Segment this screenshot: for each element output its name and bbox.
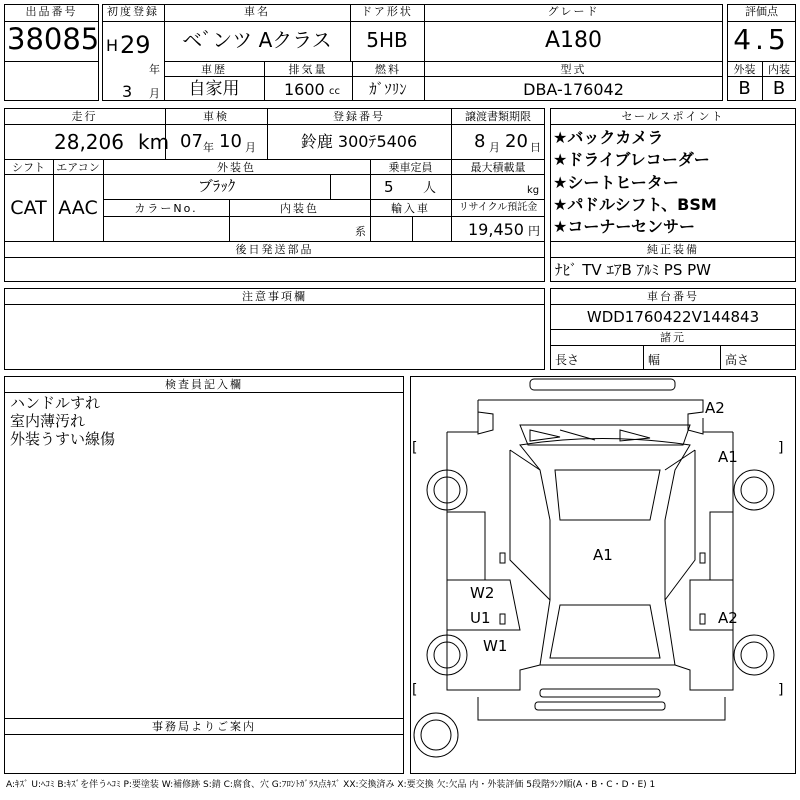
maxload-label: 最大積載量 bbox=[470, 161, 526, 174]
chassis-number: WDD1760422V144843 bbox=[586, 308, 760, 326]
capacity-unit: 人 bbox=[423, 181, 437, 196]
damage-mark: W1 bbox=[483, 637, 508, 655]
shift: CAT bbox=[10, 197, 47, 219]
month-unit: 月 bbox=[149, 87, 160, 100]
bracket: [ bbox=[412, 682, 418, 698]
damage-mark: A2 bbox=[705, 399, 725, 417]
inspector-note: 外装うすい線傷 bbox=[10, 430, 116, 448]
bracket: ] bbox=[778, 682, 784, 698]
door-type: 5HB bbox=[366, 28, 408, 52]
damage-mark: U1 bbox=[470, 609, 491, 627]
import-label: 輸入車 bbox=[391, 202, 430, 215]
damage-mark: W2 bbox=[470, 584, 495, 602]
grade: A180 bbox=[544, 28, 603, 53]
history-label: 車歴 bbox=[201, 63, 227, 76]
era: H bbox=[106, 36, 119, 55]
transfer-month: 8 bbox=[474, 131, 486, 152]
transfer-day: 20 bbox=[505, 131, 528, 152]
damage-mark: A1 bbox=[718, 448, 738, 466]
exterior-grade: B bbox=[738, 78, 751, 99]
sales-point: ★ドライブレコーダー bbox=[553, 150, 710, 169]
recycle-unit: 円 bbox=[528, 224, 541, 238]
capacity-label: 乗車定員 bbox=[388, 161, 433, 174]
dims-label: 諸元 bbox=[660, 331, 686, 344]
damage-mark: A2 bbox=[718, 609, 738, 627]
damage-mark: A1 bbox=[593, 546, 613, 564]
mileage: 28,206 bbox=[54, 130, 124, 154]
first-reg-label: 初度登録 bbox=[107, 5, 159, 18]
interior-color-unit: 系 bbox=[355, 225, 366, 238]
fuel-label: 燃料 bbox=[375, 63, 401, 76]
lot-label: 出品番号 bbox=[25, 5, 78, 18]
door-label: ドア形状 bbox=[361, 5, 413, 18]
ac: AAC bbox=[58, 197, 98, 219]
ac-label: エアコン bbox=[56, 161, 100, 174]
inspection-year-unit: 年 bbox=[203, 141, 214, 154]
sales-point: ★コーナーセンサー bbox=[553, 217, 696, 236]
notes-label: 注意事項欄 bbox=[242, 290, 307, 303]
displacement-unit: cc bbox=[329, 86, 340, 97]
year-unit: 年 bbox=[149, 63, 160, 76]
displacement: 1600 bbox=[284, 80, 325, 99]
inspection-year: 07 bbox=[180, 131, 203, 152]
equipment: ﾅﾋﾞ TV ｴｱB ｱﾙﾐ PS PW bbox=[555, 261, 711, 279]
inspection-month-unit: 月 bbox=[245, 141, 256, 154]
legend: A:ｷｽﾞ U:ﾍｺﾐ B:ｷｽﾞを伴うﾍｺﾐ P:要塗装 W:補修跡 S:錆 C:腐食、穴 G:ﾌﾛﾝﾄｶﾞﾗｽ点ｷｽﾞ XX:交換済み X:要交換 欠:欠品 内・外装評価 5段階ﾗﾝｸ順(A・B・C・D・E) 1 bbox=[6, 780, 656, 790]
chassis-label: 車台番号 bbox=[647, 290, 699, 303]
inspection-month: 10 bbox=[219, 131, 242, 152]
transfer-month-unit: 月 bbox=[489, 141, 500, 154]
office-label: 事務局よりご案内 bbox=[152, 720, 256, 733]
bracket: [ bbox=[412, 440, 418, 456]
model-code: DBA-176042 bbox=[523, 80, 624, 99]
color-label: 外装色 bbox=[217, 161, 256, 174]
car-name: ベﾞンツ Aクラス bbox=[182, 28, 332, 52]
plate-number: 鈴鹿 300ﾃ5406 bbox=[300, 132, 418, 151]
transfer-label: 譲渡書類期限 bbox=[465, 110, 531, 123]
interior-label: 内装 bbox=[768, 63, 790, 76]
interior-grade: B bbox=[772, 78, 786, 99]
sales-label: セールスポイント bbox=[621, 110, 725, 123]
maxload-unit: kg bbox=[527, 185, 540, 196]
exterior-color: ブﾗｯｸ bbox=[197, 177, 236, 195]
inspector-note: ハンドルすれ bbox=[10, 394, 101, 412]
shift-label: シフト bbox=[12, 161, 45, 174]
recycle-fee: 19,450 bbox=[468, 220, 524, 239]
car-name-label: 車名 bbox=[244, 5, 270, 18]
mileage-unit: km bbox=[138, 130, 170, 154]
bracket: ] bbox=[778, 440, 784, 456]
interior-color-label: 内装色 bbox=[280, 202, 319, 215]
equipment-label: 純正装備 bbox=[647, 243, 699, 256]
width-label: 幅 bbox=[648, 353, 661, 367]
height-label: 高さ bbox=[725, 353, 750, 367]
inspector-note: 室内薄汚れ bbox=[10, 412, 86, 430]
grade-label: グレード bbox=[547, 5, 600, 18]
colorno-label: カラーNo. bbox=[134, 202, 198, 215]
lot-number: 38085 bbox=[7, 22, 100, 56]
length-label: 長さ bbox=[555, 353, 580, 367]
mileage-label: 走行 bbox=[71, 110, 98, 123]
inspection-label: 車検 bbox=[203, 110, 229, 123]
score-label: 評価点 bbox=[745, 5, 778, 18]
reg-month: 3 bbox=[122, 82, 133, 101]
history: 自家用 bbox=[188, 79, 240, 99]
plate-label: 登録番号 bbox=[333, 110, 385, 123]
parts-label: 後日発送部品 bbox=[235, 243, 314, 256]
inspector-label: 検査員記入欄 bbox=[165, 378, 243, 391]
score: 4.5 bbox=[733, 23, 790, 56]
reg-year: 29 bbox=[120, 31, 151, 59]
recycle-label: リサイクル預託金 bbox=[458, 202, 538, 213]
model-label: 型式 bbox=[560, 63, 587, 76]
fuel: ｶﾞｿﾘﾝ bbox=[369, 80, 407, 98]
capacity: 5 bbox=[384, 178, 394, 196]
displacement-label: 排気量 bbox=[288, 63, 328, 76]
exterior-label: 外装 bbox=[733, 63, 756, 76]
sales-point: ★パドルシフト、BSM bbox=[553, 195, 717, 214]
transfer-day-unit: 日 bbox=[530, 141, 541, 154]
sales-point: ★シートヒーター bbox=[553, 173, 679, 192]
sales-point: ★バックカメラ bbox=[553, 128, 664, 147]
